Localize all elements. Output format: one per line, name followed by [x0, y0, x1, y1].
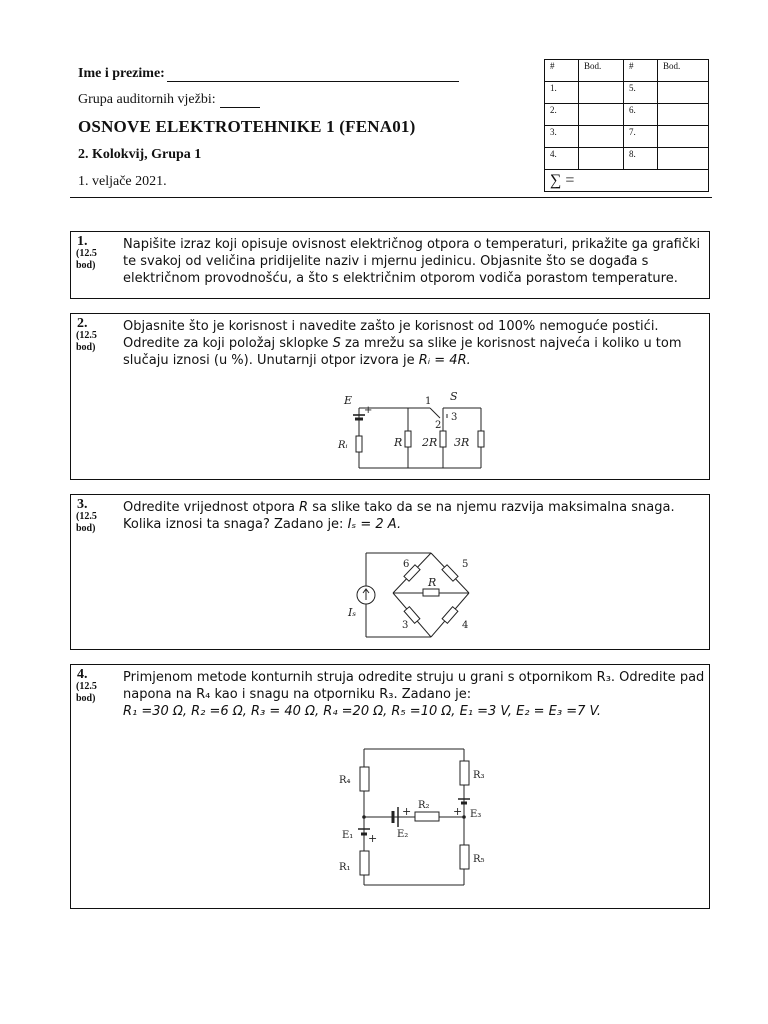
label-pos3: 3: [451, 412, 458, 423]
score-header-row: [545, 60, 709, 82]
score-q-number: 4.: [545, 148, 579, 170]
question-text-part: sa slike tako da se na njemu razvija maksimalna snaga. Kolika iznosi ta snaga? Zadano je:: [123, 500, 675, 532]
given-values: R₁ =30 Ω, R₂ =6 Ω, R₃ = 40 Ω, R₄ =20 Ω, R₅ =10 Ω, E₁ =3 V, E₂ = E₃ =7 V.: [123, 704, 602, 719]
header-divider: [70, 197, 712, 198]
exam-date: 1. veljače 2021.: [78, 174, 167, 189]
label-r1: R₁: [339, 862, 351, 873]
label-3r: 3R: [454, 436, 470, 449]
score-row: [545, 148, 709, 170]
label-ri: Rᵢ: [338, 440, 348, 451]
label-pos1: 1: [425, 396, 432, 407]
question-2-box: [70, 313, 710, 480]
group-line[interactable]: [220, 95, 260, 108]
score-points-cell[interactable]: [579, 126, 624, 148]
label-3: 3: [402, 620, 409, 631]
score-points-cell[interactable]: [658, 148, 709, 170]
name-field[interactable]: [78, 66, 459, 82]
label-is: Iₛ: [348, 606, 357, 619]
course-title: OSNOVE ELEKTROTEHNIKE 1 (FENA01): [78, 117, 416, 136]
resistor-symbol: R: [299, 500, 309, 515]
question-points: (12.5 bod): [76, 511, 97, 534]
score-row: [545, 126, 709, 148]
switch-blade: [430, 408, 440, 418]
resistor-r4: [360, 767, 369, 791]
question-number: 1.: [77, 234, 88, 249]
question-points: (12.5 bod): [76, 248, 97, 271]
question-3-box: [70, 494, 710, 650]
label-e2-plus: +: [402, 805, 412, 818]
formula: Rᵢ = 4R.: [418, 353, 471, 368]
circuit-diagram-q2: [326, 390, 506, 478]
label-r: R: [394, 436, 403, 449]
group-label: Grupa auditornih vježbi:: [78, 92, 216, 107]
score-sum-cell[interactable]: ∑ =: [545, 170, 709, 192]
score-points-cell[interactable]: [658, 104, 709, 126]
score-header-cell: Bod.: [579, 60, 624, 82]
label-5: 5: [462, 559, 469, 570]
label-e: E: [344, 394, 353, 407]
resistor-r: [423, 589, 439, 596]
question-number: 2.: [77, 316, 88, 331]
score-points-cell[interactable]: [579, 104, 624, 126]
score-header-cell: #: [545, 60, 579, 82]
label-switch: S: [450, 390, 458, 403]
label-r5: R₅: [473, 854, 485, 865]
question-number: 3.: [77, 497, 88, 512]
score-q-number: 1.: [545, 82, 579, 104]
question-text: [123, 669, 705, 720]
resistor-r5: [460, 845, 469, 869]
question-text-line: Primjenom metode konturnih struja odredite struju u grani s otpornikom R₃. Odredite pad napona na R₄ kao i snagu na otporniku R₃. Zadano je:: [123, 670, 705, 702]
score-q-number: 5.: [624, 82, 658, 104]
question-text: Napišite izraz koji opisuje ovisnost električnog otpora o temperaturi, prikažite ga grafički te svakoj od veličina pridijelite naziv i mjernu jedinicu. Objasnite što se događa s električnom provodnošću, a što s električnim otporom vodiča porastom temperature.: [123, 237, 701, 286]
score-table: [544, 59, 709, 192]
score-q-number: 8.: [624, 148, 658, 170]
label-plus: +: [364, 405, 373, 416]
label-e3-plus: +: [453, 805, 463, 818]
label-2r: 2R: [422, 436, 438, 449]
score-header-cell: Bod.: [658, 60, 709, 82]
score-points-cell[interactable]: [579, 82, 624, 104]
resistor-r3: [460, 761, 469, 785]
question-text: [123, 318, 705, 369]
resistor-3r: [478, 431, 484, 447]
label-e3: E₃: [470, 809, 482, 820]
label-e2: E₂: [397, 829, 409, 840]
formula: Iₛ = 2 A.: [347, 517, 402, 532]
question-points: (12.5 bod): [76, 330, 97, 353]
score-q-number: 3.: [545, 126, 579, 148]
resistor-4: [442, 607, 458, 624]
label-r3: R₃: [473, 770, 485, 781]
resistor-ri: [356, 436, 362, 452]
score-row: [545, 104, 709, 126]
label-e1: E₁: [342, 830, 354, 841]
resistor-r1: [360, 851, 369, 875]
group-field[interactable]: [78, 92, 260, 108]
junction-right: [462, 815, 466, 819]
score-sum-row: [545, 170, 709, 192]
question-points: (12.5 bod): [76, 681, 97, 704]
circuit-diagram-q4: [333, 745, 503, 891]
score-q-number: 2.: [545, 104, 579, 126]
score-points-cell[interactable]: [658, 82, 709, 104]
question-number: 4.: [77, 667, 88, 682]
question-1-box: [70, 231, 710, 299]
score-q-number: 6.: [624, 104, 658, 126]
question-text-part: za mrežu sa slike je korisnost najveća i koliko u tom slučaju iznosi (u %). Unutarnji otpor izvora je: [123, 336, 682, 368]
resistor-r2: [415, 812, 439, 821]
circuit-diagram-q3: [336, 549, 496, 645]
label-6: 6: [403, 559, 410, 570]
label-e1-plus: +: [368, 832, 378, 845]
name-line[interactable]: [167, 69, 459, 82]
score-q-number: 7.: [624, 126, 658, 148]
question-text: [123, 499, 705, 533]
junction-left: [362, 815, 366, 819]
label-r4: R₄: [339, 775, 351, 786]
question-text-part: Odredite vrijednost otpora: [123, 500, 300, 515]
question-text-part: Objasnite što je korisnost i navedite zašto je korisnost od 100% nemoguće postići. Odredite za koji položaj sklopke: [123, 319, 659, 351]
label-pos2: 2: [435, 420, 442, 431]
score-points-cell[interactable]: [579, 148, 624, 170]
score-row: [545, 82, 709, 104]
resistor-r: [405, 431, 411, 447]
resistor-5: [442, 565, 458, 581]
resistor-2r: [440, 431, 446, 447]
name-label: Ime i prezime:: [78, 66, 165, 81]
score-points-cell[interactable]: [658, 126, 709, 148]
question-4-box: [70, 664, 710, 909]
score-header-cell: #: [624, 60, 658, 82]
label-4: 4: [462, 620, 469, 631]
label-r2: R₂: [418, 800, 430, 811]
label-r: R: [428, 576, 437, 589]
test-title: 2. Kolokvij, Grupa 1: [78, 147, 202, 162]
switch-symbol: S: [332, 336, 341, 351]
